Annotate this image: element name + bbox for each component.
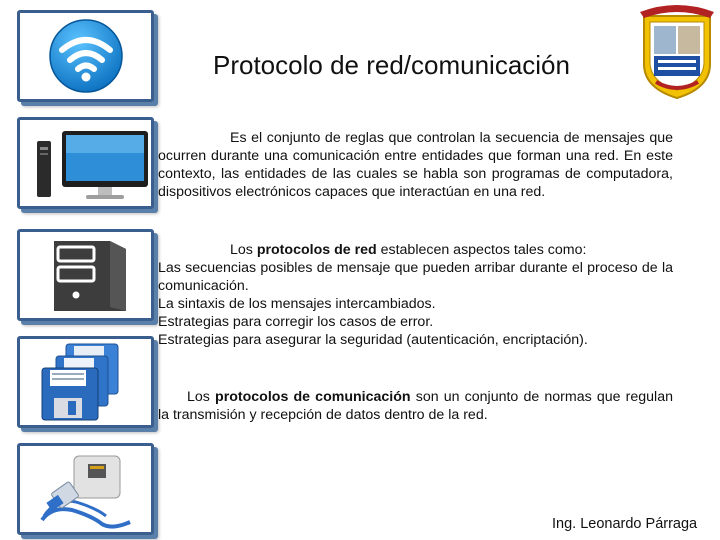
floppy-tile (17, 336, 154, 428)
comm-after: son un conjunto de normas que regulan la transmisión y recepción de datos dentro de la red. (158, 389, 673, 423)
university-seal-icon (636, 2, 718, 100)
cable-tile (17, 443, 154, 535)
server-tower-icon (50, 237, 130, 315)
wifi-tile (17, 10, 154, 102)
comm-bold-term: protocolos de comunicación (215, 389, 411, 405)
network-protocols-intro (158, 241, 673, 259)
communication-protocols-paragraph (158, 388, 673, 424)
list-item: Estrategias para corregir los casos de error. (158, 314, 434, 330)
intro-before: Los (230, 242, 253, 258)
definition-paragraph: Es el conjunto de reglas que controlan la secuencia de mensajes que ocurren durante una comunicación entre entidades que forman una red. En este contexto, las entidades de las cuales se habla son programas de computadora, dispositivos electrónicos capaces que interactúan en una red. (158, 130, 673, 200)
ethernet-cable-icon (32, 450, 142, 530)
page-title: Protocolo de red/comunicación (213, 50, 570, 80)
computer-tile (17, 117, 154, 209)
desktop-computer-icon (32, 127, 152, 203)
network-protocols-block (158, 241, 673, 349)
floppy-disks-icon (38, 342, 138, 424)
list-item: Estrategias para asegurar la seguridad (autenticación, encriptación). (158, 332, 588, 348)
wifi-icon (42, 16, 130, 96)
intro-bold-term: protocolos de red (256, 242, 377, 258)
server-tile (17, 229, 154, 321)
author-credit: Ing. Leonardo Párraga (552, 516, 698, 532)
list-item: Las secuencias posibles de mensaje que pueden arribar durante el proceso de la comunicación. (158, 260, 673, 294)
intro-after: establecen aspectos tales como: (380, 242, 587, 258)
list-item: La sintaxis de los mensajes intercambiados. (158, 296, 436, 312)
comm-before: Los (187, 389, 210, 405)
